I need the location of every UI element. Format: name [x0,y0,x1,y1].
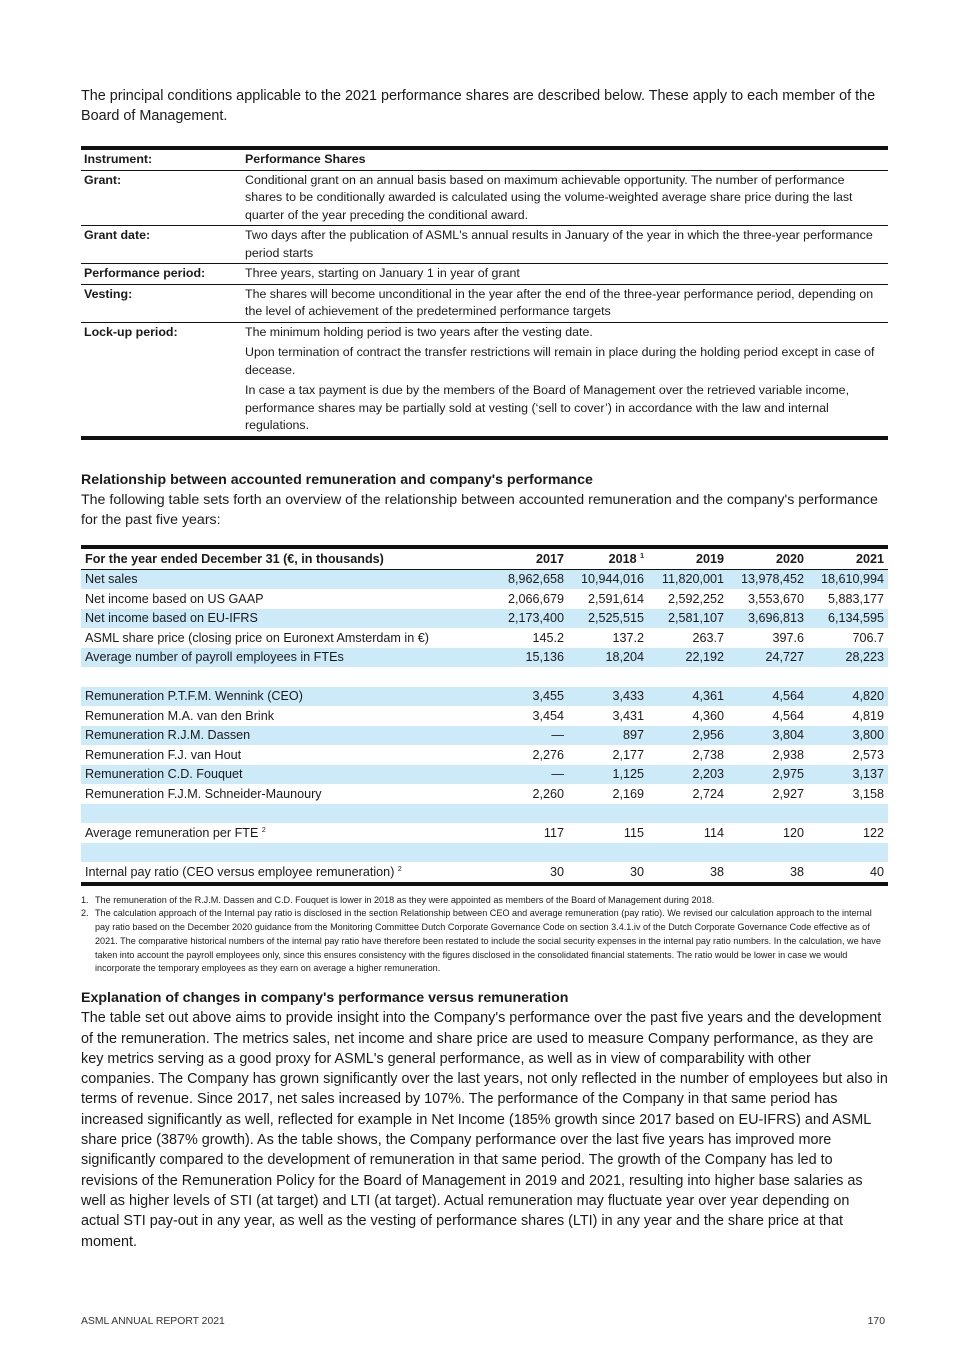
row-label [81,648,488,668]
table-cell: 3,433 [568,687,648,707]
table-cell: 2,173,400 [488,609,568,629]
row-label [81,843,488,863]
table-cell: 38 [789,864,804,879]
footnotes-list [81,894,888,977]
table-cell: 18,610,994 [808,569,888,589]
table-row [81,784,888,804]
conditions-row [81,284,888,322]
conditions-value-paragraph: The minimum holding period is two years after the vesting date. [245,324,593,339]
table-cell: 2,975 [728,765,808,785]
conditions-key: Grant: [81,170,242,226]
table-cell: 2,581,107 [648,609,728,629]
row-label [81,862,488,884]
table-cell: 2,169 [612,786,644,801]
row-label [81,667,488,687]
table-cell: 11,820,001 [648,569,728,589]
table-cell: 38 [709,864,724,879]
table-cell: 2,066,679 [507,591,564,606]
conditions-key: Vesting: [81,284,242,322]
table-row [81,726,888,746]
row-label-text: Remuneration F.J.M. Schneider-Maunoury [85,786,322,801]
conditions-row [81,322,888,438]
table-cell: 30 [629,864,644,879]
row-label-text: Average remuneration per FTE [85,825,259,840]
table-row [81,648,888,668]
table-cell: — [488,765,568,785]
remuneration-performance-table [81,545,888,886]
table-cell: 3,804 [728,726,808,746]
table-cell [488,804,568,824]
table-cell: 2,591,614 [587,591,644,606]
table-cell: 2,525,515 [568,609,648,629]
footnote-marker: 2 [261,826,266,834]
table-cell: 3,158 [852,786,884,801]
year-label: 2017 [535,551,564,566]
table-cell: 3,800 [808,726,888,746]
row-label [81,589,488,609]
row-label-text: Average number of payroll employees in FTEs [85,650,344,665]
year-label: 2020 [775,551,804,566]
table-row [81,628,888,648]
explanation-paragraph: The table set out above aims to provide insight into the Company's performance over the past five years and the development of the remuneration. The metrics sales, net income and share price are used to measure Company performance, as they are key metrics serving as a good proxy for ASML's general performance, as well as in view of comparability with other companies. The Company has grown significantly over the last years, not only reflected in the number of employees but also in terms of revenue. Since 2017, net sales increased by 107%. The performance of the Company in that same period has increased significantly as well, reflected for example in Net Income (185% growth since 2017 based on EU-IFRS) and ASML share price (387% growth). As the table shows, the Company performance over the last five years has improved more significantly compared to the development of remuneration in that same period. The growth of the Company has led to revisions of the Remuneration Policy for the Board of Management in 2019 and 2021, resulting into higher base salaries as well as higher levels of STI (at target) and LTI (at target). Actual remuneration may fluctuate year over year depending on actual STI pay-out in any year, as well as the vesting of performance shares (LTI) in any year and the share price at that moment. [81,1010,888,1250]
row-label [81,726,488,746]
year-label: 2021 [855,551,884,566]
report-page [81,86,888,1252]
table-cell [728,804,808,824]
conditions-header-key: Instrument: [84,152,153,166]
table-cell: 3,696,813 [728,609,808,629]
table-cell: 5,883,177 [827,591,884,606]
row-label-text: ASML share price (closing price on Euronext Amsterdam in €) [85,630,429,645]
table-cell: 40 [869,864,884,879]
footnote [81,907,888,976]
table-cell: 115 [623,825,644,840]
page-number: 170 [867,1316,885,1327]
table-cell: 4,564 [772,708,804,723]
relationship-section [81,470,888,530]
table-cell: 263.7 [692,630,724,645]
table-cell: 28,223 [808,648,888,668]
spacer-row [81,667,888,687]
conditions-key: Grant date: [81,226,242,264]
conditions-key: Performance period: [81,264,242,285]
page-footer [81,1316,885,1327]
conditions-value [242,264,888,285]
table-cell [568,843,648,863]
row-label [81,804,488,824]
conditions-value-paragraph: The shares will become unconditional in the year after the end of the three-year performance period, depending on the level of achievement of the predetermined performance targets [245,286,874,318]
table-row [81,862,888,884]
table-cell: 2,573 [852,747,884,762]
table-cell [728,667,808,687]
spacer-row [81,804,888,824]
conditions-value [242,170,888,226]
table-row [81,706,888,726]
table-cell: 2,203 [648,765,728,785]
table-cell: 2,260 [532,786,564,801]
table-cell: 2,738 [692,747,724,762]
table-cell: 6,134,595 [808,609,888,629]
row-label [81,628,488,648]
table-row [81,687,888,707]
table-row [81,609,888,629]
table-row [81,569,888,589]
conditions-row [81,226,888,264]
table-cell [648,843,728,863]
table-cell: 397.6 [772,630,804,645]
row-label [81,823,488,843]
row-label-text: Remuneration F.J. van Hout [85,747,242,762]
year-label: 2018 [608,551,637,566]
table-cell: 114 [703,825,724,840]
table-cell: 145.2 [532,630,564,645]
relationship-intro: The following table sets forth an overview of the relationship between accounted remuneration and the company's performance for the past five years: [81,491,878,528]
table-cell: 2,724 [692,786,724,801]
perf-table-header-label: For the year ended December 31 (€, in thousands) [81,547,488,570]
table-cell: 4,819 [852,708,884,723]
conditions-header-value: Performance Shares [245,152,366,166]
table-cell: 30 [549,864,564,879]
row-label [81,609,488,629]
row-label-text: Net sales [85,572,138,587]
conditions-key: Lock-up period: [81,322,242,438]
explanation-section [81,988,888,1252]
conditions-value [242,226,888,264]
conditions-header-row [81,148,888,170]
table-cell: 122 [862,825,884,840]
table-cell [648,804,728,824]
row-label [81,745,488,765]
year-column-header [568,547,648,570]
perf-table-header-row [81,547,888,570]
row-label [81,765,488,785]
conditions-value-paragraph: Two days after the publication of ASML's annual results in January of the year in which the three-year performance period starts [245,228,873,260]
table-cell: 13,978,452 [728,569,808,589]
table-cell: 897 [568,726,648,746]
table-cell: 4,564 [728,687,808,707]
table-cell: 18,204 [568,648,648,668]
table-cell: 117 [543,825,564,840]
table-cell [808,667,888,687]
row-label-text: Internal pay ratio (CEO versus employee remuneration) [85,864,395,879]
conditions-value-paragraph: Three years, starting on January 1 in year of grant [245,266,520,280]
footnote-text: The remuneration of the R.J.M. Dassen and C.D. Fouquet is lower in 2018 as they were appointed as members of the Board of Management during 2018. [95,894,715,905]
year-label: 2019 [695,551,724,566]
table-row [81,589,888,609]
table-cell: 2,956 [648,726,728,746]
conditions-value-paragraph: In case a tax payment is due by the members of the Board of Management over the retrieved variable income, performance shares may be partially sold at vesting (‘sell to cover’) in accordance with the law and internal regulations. [245,383,850,432]
spacer-row [81,843,888,863]
table-cell [808,804,888,824]
table-cell: 2,592,252 [667,591,724,606]
year-column-header [728,547,808,570]
table-cell: 3,454 [532,708,564,723]
table-cell: 4,360 [692,708,724,723]
footer-report-title: ASML ANNUAL REPORT 2021 [81,1316,225,1327]
conditions-value [242,322,888,438]
row-label [81,569,488,589]
year-column-header [808,547,888,570]
performance-shares-conditions-table [81,146,888,440]
table-cell: — [488,726,568,746]
table-cell: 2,938 [772,747,804,762]
row-label [81,687,488,707]
table-row [81,765,888,785]
table-cell: 3,553,670 [747,591,804,606]
row-label-text: Remuneration P.T.F.M. Wennink (CEO) [85,689,303,704]
year-column-header [648,547,728,570]
conditions-value-paragraph: Conditional grant on an annual basis based on maximum achievable opportunity. The number of performance shares to be conditionally awarded is calculated using the volume-weighted average share price during the last quarter of the year preceding the conditional award. [245,172,853,222]
row-label-text: Net income based on US GAAP [85,591,264,606]
table-cell: 22,192 [648,648,728,668]
table-cell: 2,177 [612,747,644,762]
table-cell: 24,727 [728,648,808,668]
relationship-heading: Relationship between accounted remuneration and company's performance [81,471,593,488]
table-cell: 15,136 [488,648,568,668]
conditions-row [81,264,888,285]
table-cell [488,667,568,687]
table-cell: 1,125 [568,765,648,785]
table-cell [648,667,728,687]
row-label-text: Remuneration M.A. van den Brink [85,708,274,723]
footnote-marker: 2 [397,865,402,873]
row-label [81,784,488,804]
table-cell: 706.7 [852,630,884,645]
table-cell: 3,455 [488,687,568,707]
conditions-row [81,170,888,226]
table-cell: 3,137 [808,765,888,785]
explanation-heading: Explanation of changes in company's performance versus remuneration [81,990,569,1007]
table-cell [488,843,568,863]
table-cell [808,843,888,863]
table-cell: 4,361 [648,687,728,707]
table-cell: 3,431 [612,708,644,723]
row-label-text: Net income based on EU-IFRS [85,611,258,626]
table-cell: 10,944,016 [568,569,648,589]
table-cell: 8,962,658 [488,569,568,589]
table-cell: 137.2 [612,630,644,645]
row-label [81,706,488,726]
intro-paragraph: The principal conditions applicable to the 2021 performance shares are described below. These apply to each member of the Board of Management. [81,88,876,124]
footnote-text: The calculation approach of the Internal pay ratio is disclosed in the section Relationship between CEO and average remuneration (pay ratio). We revised our calculation approach to the internal pay ratio based on the December 2020 guidance from the Monitoring Committee Dutch Corporate Governance Code on section 3.4.1.iv of the Dutch Corporate Governance Code effective as of 2021. The comparative historical numbers of the internal pay ratio have therefore been restated to include the social security expenses in the internal pay ratio numbers. In the calculation, we have taken into account the payroll employees only, since this ensures consistency with the figures disclosed in the consolidated financial statements. The ratio would be lower in case we would incorporate the temporary employees as they earn on average a higher remuneration. [95,908,881,974]
row-label-text: Remuneration C.D. Fouquet [85,767,243,782]
table-row [81,823,888,843]
footnote-number: 2. [81,908,89,919]
row-label-text: Remuneration R.J.M. Dassen [85,728,251,743]
footnote-marker: 1 [640,552,644,560]
footnote [81,894,888,908]
table-cell [568,667,648,687]
table-cell: 4,820 [808,687,888,707]
table-cell: 2,927 [772,786,804,801]
table-cell: 120 [782,825,804,840]
footnote-number: 1. [81,894,89,905]
table-cell [568,804,648,824]
table-row [81,745,888,765]
table-cell [728,843,808,863]
year-column-header [488,547,568,570]
conditions-value-paragraph: Upon termination of contract the transfer restrictions will remain in place during the holding period except in case of decease. [245,345,875,377]
table-cell: 2,276 [532,747,564,762]
conditions-value [242,284,888,322]
